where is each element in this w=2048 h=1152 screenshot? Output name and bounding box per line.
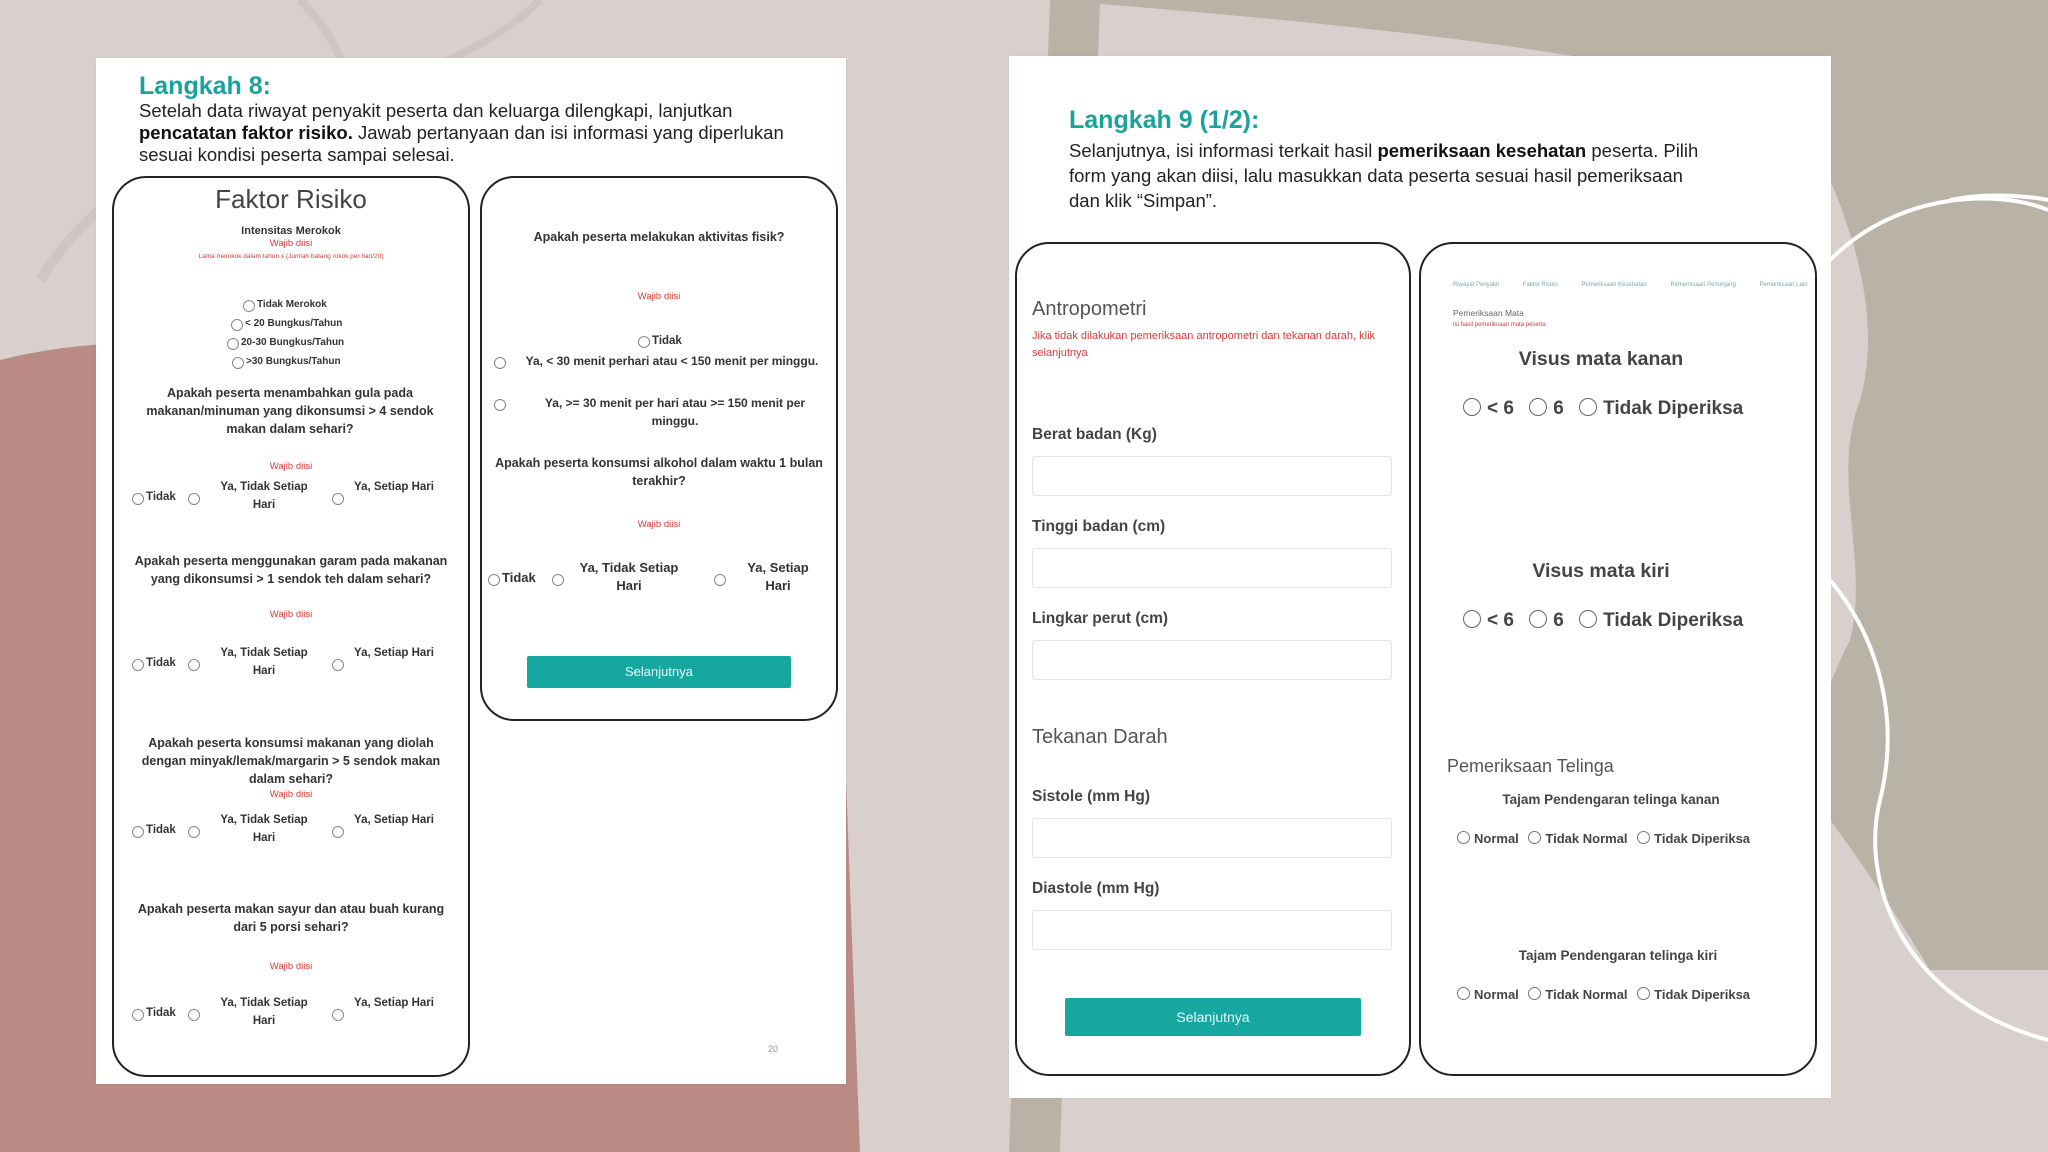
diastole-input[interactable]	[1032, 910, 1392, 950]
option-radio-daily[interactable]	[332, 1009, 344, 1021]
required-note: Wajib diisi	[269, 238, 313, 249]
smoking-option-label: < 20 Bungkus/Tahun	[245, 318, 343, 329]
smoking-option-label: 20-30 Bungkus/Tahun	[241, 337, 345, 348]
option-radio-not-daily[interactable]	[188, 826, 200, 838]
eye-radio[interactable]	[1463, 398, 1481, 416]
eye-option-label: Tidak Diperiksa	[1603, 610, 1744, 631]
step-9-description	[1069, 138, 1698, 213]
desc-bold: pencatatan faktor risiko.	[139, 122, 353, 143]
anthropometry-note: Jika tidak dilakukan pemeriksaan antropometri dan tekanan darah, klik selanjutnya	[1032, 330, 1376, 359]
option-radio-no[interactable]	[132, 1009, 144, 1021]
option-radio-no[interactable]	[132, 826, 144, 838]
left-eye-options	[1463, 610, 1743, 632]
option-radio-no[interactable]	[488, 574, 500, 586]
option-radio-no[interactable]	[132, 659, 144, 671]
waist-label: Lingkar perut (cm)	[1032, 610, 1169, 627]
ear-radio[interactable]	[1457, 831, 1470, 844]
weight-input[interactable]	[1032, 456, 1392, 496]
tab-other-exam[interactable]: Pemeriksaan Lain	[1759, 282, 1808, 288]
option-label-daily: Ya, Setiap Hari	[354, 481, 434, 493]
smoking-option-radio[interactable]	[243, 300, 255, 312]
desc-text: Selanjutnya, isi informasi terkait hasil	[1069, 140, 1378, 161]
exam-tabs	[1453, 282, 1808, 288]
tab-health-exam[interactable]: Pemeriksaan Kesehatan	[1581, 282, 1647, 288]
eye-option-label: Tidak Diperiksa	[1603, 398, 1744, 419]
option-label-no: Tidak	[652, 335, 682, 347]
ear-radio[interactable]	[1637, 987, 1650, 1000]
ear-radio[interactable]	[1457, 987, 1470, 1000]
next-button[interactable]: Selanjutnya	[527, 656, 791, 688]
option-label-no: Tidak	[146, 1007, 176, 1019]
desc-line: sesuai kondisi peserta sampai selesai.	[139, 144, 455, 165]
eye-radio[interactable]	[1463, 610, 1481, 628]
right-eye-options	[1463, 398, 1743, 420]
ear-option-label: Normal	[1474, 831, 1519, 846]
option-label-no: Tidak	[502, 570, 536, 585]
desc-text: Jawab pertanyaan dan isi informasi yang diperlukan	[352, 122, 784, 143]
left-ear-title: Tajam Pendengaran telinga kiri	[1518, 948, 1718, 963]
eye-option-label: 6	[1553, 398, 1564, 419]
eye-exam-header: Pemeriksaan Mata	[1453, 308, 1524, 318]
option-label-not-daily: Ya, Tidak Setiap Hari	[579, 560, 679, 593]
question-alcohol: Apakah peserta konsumsi alkohol dalam waktu 1 bulan terakhir?	[495, 456, 823, 488]
ear-option-label: Tidak Normal	[1545, 987, 1628, 1002]
systole-label: Sistole (mm Hg)	[1032, 788, 1150, 805]
guide-page-step-8	[96, 58, 846, 1084]
eye-option-label: < 6	[1487, 398, 1514, 419]
page-number: 20	[768, 1044, 779, 1054]
option-radio-under-30[interactable]	[494, 357, 506, 369]
option-label-daily: Ya, Setiap Hari	[747, 560, 809, 593]
eye-ear-exam-card	[1419, 242, 1817, 1076]
option-label-no: Tidak	[146, 824, 176, 836]
option-radio-not-daily[interactable]	[552, 574, 564, 586]
smoking-label: Intensitas Merokok	[241, 225, 341, 237]
smoking-option-radio[interactable]	[231, 319, 243, 331]
eye-radio[interactable]	[1529, 398, 1547, 416]
option-label-no: Tidak	[146, 491, 176, 503]
option-radio-not-daily[interactable]	[188, 493, 200, 505]
option-label-daily: Ya, Setiap Hari	[354, 814, 434, 826]
smoking-option-radio[interactable]	[227, 338, 239, 350]
question-fat: Apakah peserta konsumsi makanan yang diolah dengan minyak/lemak/margarin > 5 sendok makan dalam sehari?	[141, 736, 441, 786]
desc-bold: pemeriksaan kesehatan	[1377, 140, 1587, 161]
ear-radio[interactable]	[1528, 987, 1541, 1000]
smoking-option-label: Tidak Merokok	[257, 299, 327, 310]
eye-option-label: < 6	[1487, 610, 1514, 631]
option-radio-daily[interactable]	[332, 493, 344, 505]
smoking-hint: Lama merokok dalam tahun x (Jumlah batang rokok per hari/20)	[198, 253, 384, 260]
option-label-no: Tidak	[146, 657, 176, 669]
guide-page-step-9	[1009, 56, 1831, 1098]
question-salt: Apakah peserta menggunakan garam pada makanan yang dikonsumsi > 1 sendok teh dalam sehari?	[134, 554, 448, 586]
smoking-option-radio[interactable]	[232, 357, 244, 369]
question-vegetables: Apakah peserta makan sayur dan atau buah kurang dari 5 porsi sehari?	[137, 902, 445, 934]
systole-input[interactable]	[1032, 818, 1392, 858]
activity-form-card	[480, 176, 838, 721]
required-note: Wajib diisi	[269, 961, 313, 972]
option-label-not-daily: Ya, Tidak Setiap Hari	[220, 997, 308, 1027]
option-label-under-30: Ya, < 30 menit perhari atau < 150 menit per minggu.	[525, 354, 819, 368]
option-label-not-daily: Ya, Tidak Setiap Hari	[220, 814, 308, 844]
ear-radio[interactable]	[1637, 831, 1650, 844]
height-label: Tinggi badan (cm)	[1032, 518, 1166, 535]
option-radio-not-daily[interactable]	[188, 659, 200, 671]
eye-option-label: 6	[1553, 610, 1564, 631]
desc-line	[139, 122, 784, 144]
smoking-option-label: >30 Bungkus/Tahun	[246, 356, 341, 367]
weight-label: Berat badan (Kg)	[1032, 426, 1157, 443]
right-ear-title: Tajam Pendengaran telinga kanan	[1502, 792, 1720, 807]
option-radio-daily[interactable]	[332, 659, 344, 671]
desc-line: dan klik “Simpan”.	[1069, 190, 1218, 211]
question-activity: Apakah peserta melakukan aktivitas fisik?	[533, 230, 785, 244]
desc-line	[1069, 138, 1698, 163]
option-radio-no[interactable]	[638, 336, 650, 348]
right-ear-options	[1457, 831, 1750, 846]
left-ear-options	[1457, 987, 1750, 1002]
required-note: Wajib diisi	[637, 291, 681, 302]
ear-option-label: Tidak Diperiksa	[1654, 831, 1751, 846]
waist-input[interactable]	[1032, 640, 1392, 680]
required-note: Wajib diisi	[269, 789, 313, 800]
desc-text: peserta. Pilih	[1586, 140, 1699, 161]
section-anthropometry: Antropometri	[1032, 298, 1147, 320]
option-label-daily: Ya, Setiap Hari	[354, 647, 434, 659]
required-note: Wajib diisi	[637, 519, 681, 530]
eye-radio[interactable]	[1529, 610, 1547, 628]
option-label-not-daily: Ya, Tidak Setiap Hari	[220, 647, 308, 677]
next-button[interactable]: Selanjutnya	[1065, 998, 1361, 1036]
height-input[interactable]	[1032, 548, 1392, 588]
eye-radio[interactable]	[1579, 610, 1597, 628]
tab-supporting-exam[interactable]: Pemeriksaan Penunjang	[1670, 282, 1736, 288]
eye-exam-note: Isi hasil pemeriksaan mata peserta	[1453, 322, 1546, 328]
ear-option-label: Tidak Diperiksa	[1654, 987, 1751, 1002]
eye-radio[interactable]	[1579, 398, 1597, 416]
option-radio-not-daily[interactable]	[188, 1009, 200, 1021]
form-title: Faktor Risiko	[215, 184, 367, 214]
diastole-label: Diastole (mm Hg)	[1032, 880, 1160, 897]
tab-history[interactable]: Riwayat Penyakit	[1453, 282, 1500, 288]
left-eye-title: Visus mata kiri	[1532, 560, 1670, 582]
option-label-over-30: Ya, >= 30 menit per hari atau >= 150 menit per minggu.	[544, 396, 806, 428]
risk-factor-form-card	[112, 176, 470, 1077]
right-eye-title: Visus mata kanan	[1518, 348, 1684, 370]
option-radio-no[interactable]	[132, 493, 144, 505]
desc-line: form yang akan diisi, lalu masukkan data peserta sesuai hasil pemeriksaan	[1069, 165, 1683, 186]
step-8-description	[139, 100, 784, 166]
ear-option-label: Tidak Normal	[1545, 831, 1628, 846]
option-radio-daily[interactable]	[714, 574, 726, 586]
ear-option-label: Normal	[1474, 987, 1519, 1002]
tab-risk-factor[interactable]: Faktor Risiko	[1522, 282, 1558, 288]
anthropometry-form-card	[1015, 242, 1411, 1076]
step-8-title: Langkah 8:	[139, 72, 271, 100]
section-ear-exam: Pemeriksaan Telinga	[1447, 756, 1614, 776]
option-label-not-daily: Ya, Tidak Setiap Hari	[220, 481, 308, 511]
required-note: Wajib diisi	[269, 609, 313, 620]
question-sugar: Apakah peserta menambahkan gula pada makanan/minuman yang dikonsumsi > 4 sendok makan dalam sehari?	[146, 386, 434, 436]
step-9-title: Langkah 9 (1/2):	[1069, 106, 1260, 134]
option-radio-daily[interactable]	[332, 826, 344, 838]
desc-line: Setelah data riwayat penyakit peserta dan keluarga dilengkapi, lanjutkan	[139, 100, 733, 121]
option-radio-over-30[interactable]	[494, 399, 506, 411]
section-blood-pressure: Tekanan Darah	[1032, 726, 1168, 748]
option-label-daily: Ya, Setiap Hari	[354, 997, 434, 1009]
required-note: Wajib diisi	[269, 461, 313, 472]
ear-radio[interactable]	[1528, 831, 1541, 844]
